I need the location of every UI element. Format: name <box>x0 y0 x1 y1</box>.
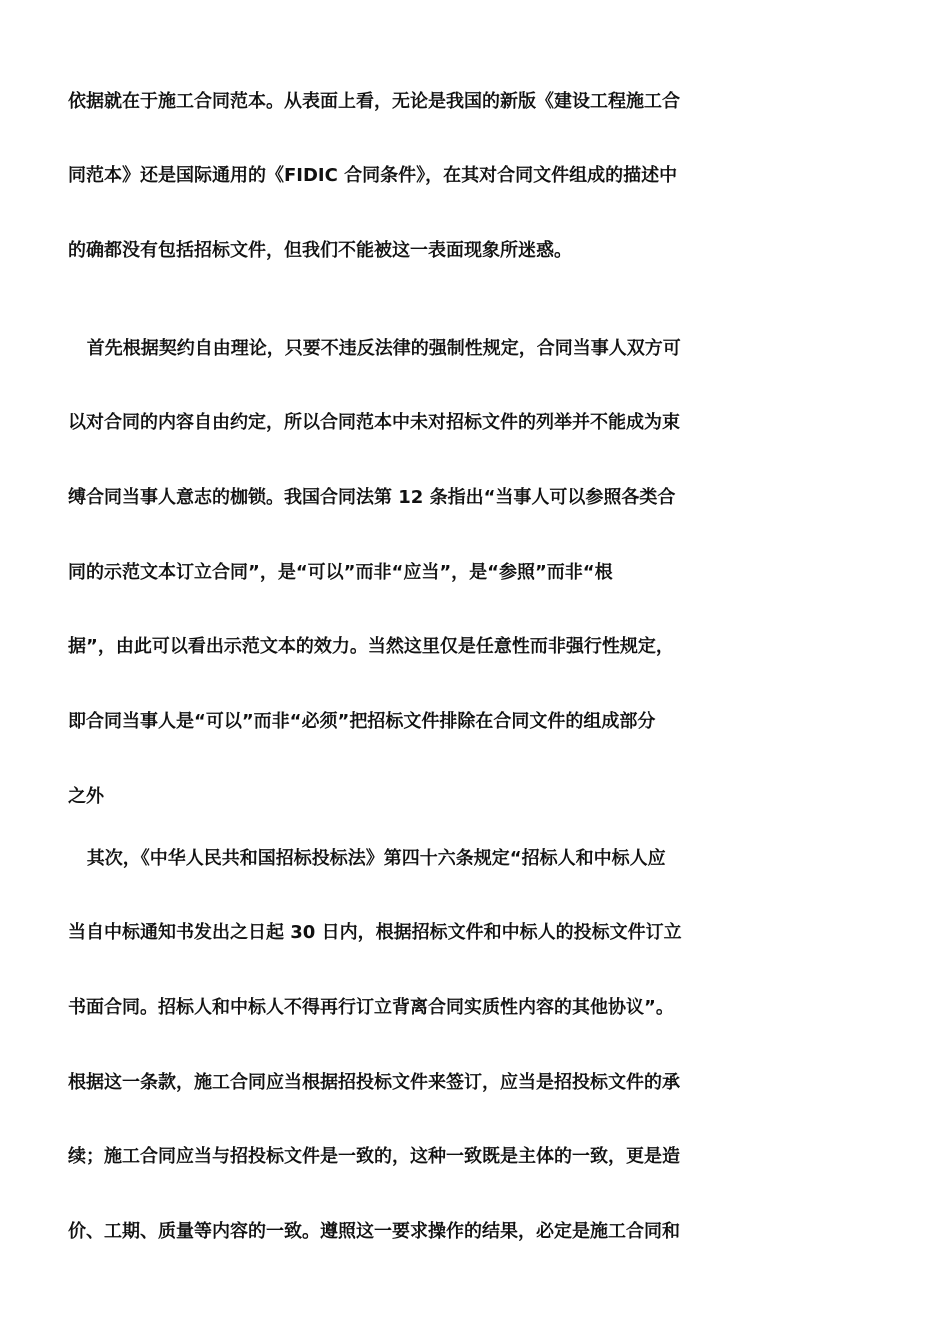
paragraph-2-line-3: 缚合同当事人意志的枷锁。我国合同法第 12 条指出“当事人可以参照各类合 <box>68 487 676 508</box>
paragraph-3-line-1: 其次，《中华人民共和国招标投标法》第四十六条规定“招标人和中标人应 <box>68 848 666 869</box>
paragraph-2-line-7: 之外 <box>68 786 104 807</box>
paragraph-3-line-6: 价、工期、质量等内容的一致。遵照这一要求操作的结果，必定是施工合同和 <box>68 1221 680 1242</box>
paragraph-2-line-1: 首先根据契约自由理论，只要不违反法律的强制性规定，合同当事人双方可 <box>68 338 681 359</box>
paragraph-1-line-3: 的确都没有包括招标文件，但我们不能被这一表面现象所迷惑。 <box>68 240 572 261</box>
paragraph-3-line-3: 书面合同。招标人和中标人不得再行订立背离合同实质性内容的其他协议”。 <box>68 997 674 1018</box>
paragraph-2-line-2: 以对合同的内容自由约定，所以合同范本中未对招标文件的列举并不能成为束 <box>68 412 680 433</box>
paragraph-1-line-2: 同范本》还是国际通用的《FIDIC 合同条件》，在其对合同文件组成的描述中 <box>68 165 678 186</box>
paragraph-2-line-5: 据”，由此可以看出示范文本的效力。当然这里仅是任意性而非强行性规定， <box>68 636 674 657</box>
paragraph-2-line-4: 同的示范文本订立合同”，是“可以”而非“应当”，是“参照”而非“根 <box>68 562 613 583</box>
paragraph-3-line-2: 当自中标通知书发出之日起 30 日内，根据招标文件和中标人的投标文件订立 <box>68 922 682 943</box>
paragraph-2-line-6: 即合同当事人是“可以”而非“必须”把招标文件排除在合同文件的组成部分 <box>68 711 656 732</box>
paragraph-3-line-4: 根据这一条款，施工合同应当根据招投标文件来签订，应当是招投标文件的承 <box>68 1072 680 1093</box>
paragraph-1-line-1: 依据就在于施工合同范本。从表面上看，无论是我国的新版《建设工程施工合 <box>68 91 680 112</box>
paragraph-3-line-5: 续；施工合同应当与招投标文件是一致的，这种一致既是主体的一致，更是造 <box>68 1146 680 1167</box>
